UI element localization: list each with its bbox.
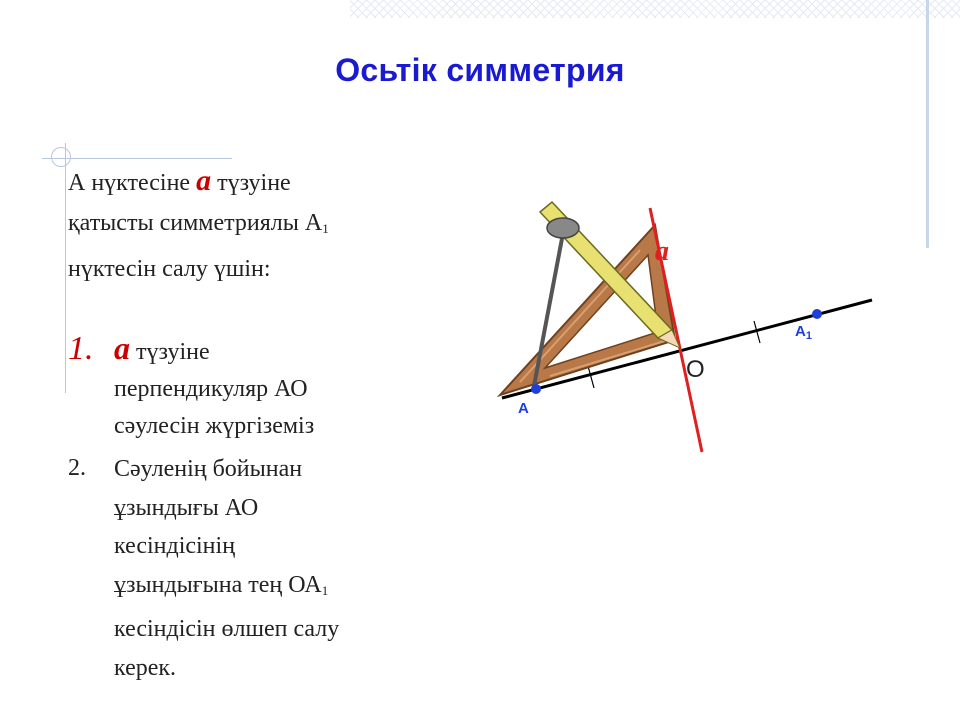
decorative-vertical-line: [65, 143, 66, 393]
header-pattern: [350, 0, 960, 18]
step-line: [114, 566, 464, 611]
intro-text: түзуіне: [211, 170, 291, 196]
step-body: [114, 330, 464, 445]
line-a-label: а: [196, 164, 212, 197]
intro-line-3: нүктесін салу үшін:: [68, 256, 271, 282]
step-line: Сәуленің бойынан: [114, 456, 303, 482]
step-number: 1.: [68, 330, 94, 367]
intro-line-1: [68, 161, 448, 203]
subscript: 1: [321, 582, 329, 598]
step-line: [114, 330, 464, 371]
point-a1-letter: A: [795, 323, 806, 340]
intro-text: А нүктесіне: [68, 170, 197, 196]
point-a-label: A: [518, 400, 529, 417]
step-number: 2.: [68, 455, 86, 481]
step-text: түзуіне: [130, 339, 210, 365]
step-text: ұзындығына тең ОА: [114, 571, 322, 598]
point-a: [531, 384, 541, 394]
compass-head: [547, 218, 579, 238]
intro-text: қатысты симметриялы А: [68, 210, 323, 236]
step-line: сәулесін жүргіземіз: [114, 413, 315, 439]
step-body: [114, 450, 464, 687]
right-decorative-rule: [926, 0, 929, 248]
point-a1-label: [795, 323, 812, 342]
point-o-label: O: [686, 356, 705, 383]
intro-line-2: [68, 203, 448, 249]
step-line: керек.: [114, 654, 177, 681]
point-a1: [812, 309, 822, 319]
intro-paragraph: [68, 161, 448, 289]
line-a-label: a: [655, 236, 669, 267]
step-line: ұзындығы АО: [114, 494, 259, 521]
step-line: перпендикуляр АО: [114, 376, 308, 402]
step-line: кесіндісінің: [114, 533, 236, 559]
symmetry-construction-figure: [490, 190, 880, 460]
slide-title: Осьтік симметрия: [335, 52, 625, 88]
tick-mark: [588, 366, 594, 388]
subscript: 1: [805, 330, 812, 342]
subscript: 1: [322, 221, 329, 236]
line-a-label: а: [114, 330, 130, 366]
step-line: кесіндісін өлшеп салу: [114, 616, 340, 642]
